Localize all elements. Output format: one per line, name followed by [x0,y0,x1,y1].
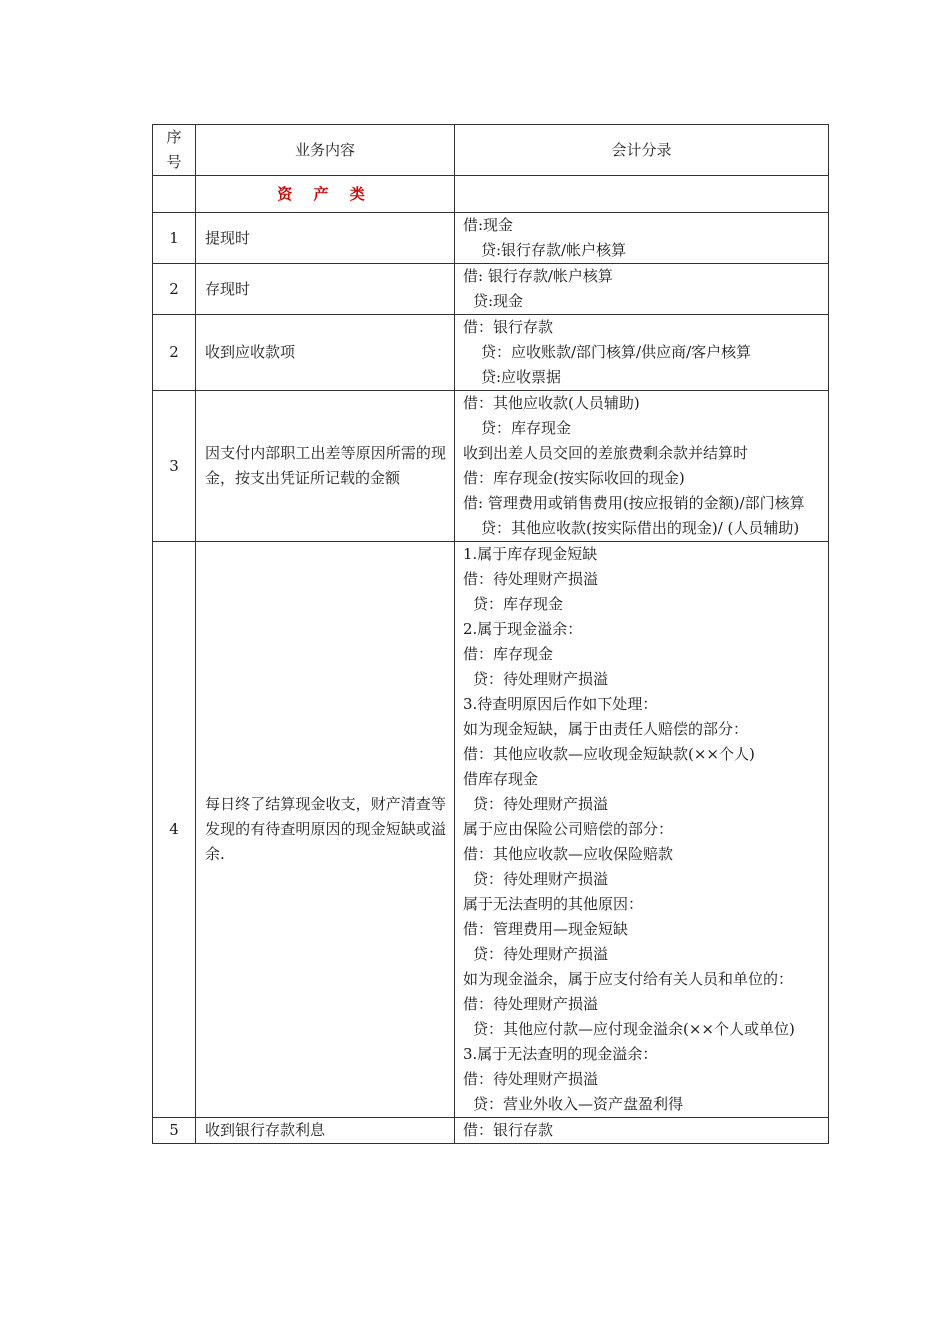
table-row [153,264,829,315]
entry-line: 贷：待处理财产损溢 [473,870,609,888]
entry-line: 贷:应收票据 [481,368,562,386]
entry-line: 借：库存现金(按实际收回的现金) [463,469,685,487]
entry-line: 贷:现金 [473,292,524,310]
entry-line: 贷：应收账款/部门核算/供应商/客户核算 [481,343,752,361]
entry-line: 借：银行存款 [463,318,554,336]
header-entry: 会计分录 [455,125,829,176]
header-business: 业务内容 [196,125,455,176]
business-description: 收到应收款项 [196,315,455,391]
entry-line: 借库存现金 [463,770,539,788]
entry-line: 贷：待处理财产损溢 [473,795,609,813]
journal-entries [455,213,829,264]
header-no-line1: 序 [166,128,182,146]
entry-line: 贷：其他应付款—应付现金溢余(××个人或单位) [473,1020,795,1038]
header-no-cell [153,125,196,176]
entry-line: 收到出差人员交回的差旅费剩余款并结算时 [463,444,749,462]
table-row [153,391,829,542]
business-description: 收到银行存款利息 [196,1118,455,1144]
journal-entries [455,1118,829,1144]
rows-body [153,213,829,1144]
category-no-cell [153,176,196,213]
journal-entries [455,315,829,391]
table-row [153,1118,829,1144]
business-description: 每日终了结算现金收支，财产清查等发现的有待查明原因的现金短缺或溢余. [196,542,455,1118]
entry-line: 3.属于无法查明的现金溢余： [463,1045,658,1063]
business-description: 因支付内部职工出差等原因所需的现金，按支出凭证所记载的金额 [196,391,455,542]
entry-line: 借：待处理财产损溢 [463,995,599,1013]
journal-entries [455,264,829,315]
entry-line: 贷：待处理财产损溢 [473,945,609,963]
entry-line: 1.属于库存现金短缺 [463,545,598,563]
header-no-line2: 号 [166,153,182,171]
journal-entries [455,391,829,542]
entry-line: 贷：营业外收入—资产盘盈利得 [473,1095,684,1113]
entry-line: 借: 管理费用或销售费用(按应报销的金额)/部门核算 [463,494,805,512]
row-number: 4 [153,542,196,1118]
entry-line: 贷：待处理财产损溢 [473,670,609,688]
entry-line: 2.属于现金溢余： [463,620,583,638]
entry-line: 借：其他应收款—应收现金短缺款(××个人) [463,745,755,763]
entry-line: 借：待处理财产损溢 [463,570,599,588]
entry-line: 贷:银行存款/帐户核算 [481,241,627,259]
row-number: 2 [153,264,196,315]
entry-line: 借：库存现金 [463,645,554,663]
business-description: 提现时 [196,213,455,264]
table-row [153,315,829,391]
entry-line: 贷：其他应收款(按实际借出的现金)/ (人员辅助) [481,519,800,537]
entry-line: 借:现金 [463,216,514,234]
entry-line: 借：其他应收款—应收保险赔款 [463,845,674,863]
entry-line: 借：银行存款 [463,1121,554,1139]
entry-line: 如为现金溢余，属于应支付给有关人员和单位的： [463,970,794,988]
entry-line: 借: 银行存款/帐户核算 [463,267,613,285]
entry-line: 贷：库存现金 [481,419,572,437]
journal-entries [455,542,829,1118]
entry-line: 属于无法查明的其他原因： [463,895,644,913]
row-number: 2 [153,315,196,391]
entry-line: 贷：库存现金 [473,595,564,613]
table-row [153,542,829,1118]
accounting-entries-table [152,124,829,1144]
category-entry-cell [455,176,829,213]
category-label: 资 产 类 [196,176,455,213]
table-row [153,213,829,264]
header-row [153,125,829,176]
entry-line: 如为现金短缺，属于由责任人赔偿的部分： [463,720,749,738]
business-description: 存现时 [196,264,455,315]
category-row [153,176,829,213]
entry-line: 借：待处理财产损溢 [463,1070,599,1088]
entry-line: 借：其他应收款(人员辅助) [463,394,640,412]
row-number: 1 [153,213,196,264]
entry-line: 借：管理费用—现金短缺 [463,920,629,938]
entry-line: 属于应由保险公司赔偿的部分： [463,820,674,838]
entry-line: 3.待查明原因后作如下处理： [463,695,658,713]
row-number: 3 [153,391,196,542]
row-number: 5 [153,1118,196,1144]
